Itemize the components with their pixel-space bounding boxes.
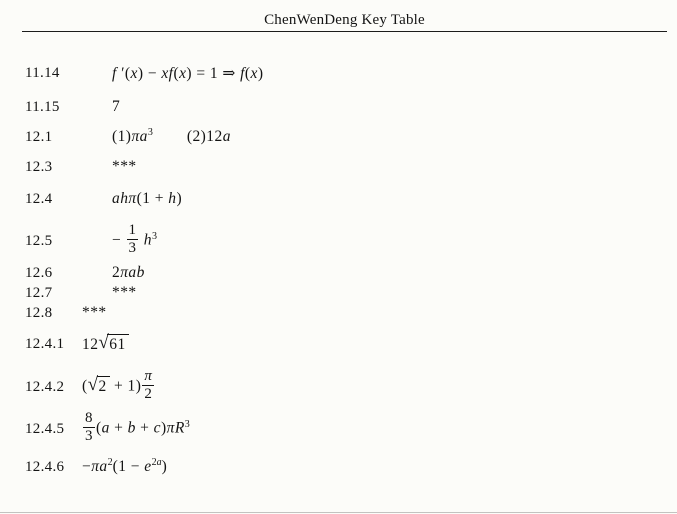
formula-text: ( bbox=[244, 65, 251, 82]
table-row bbox=[0, 370, 155, 404]
formula-text: 2 bbox=[98, 377, 107, 395]
item-number: 12.4.5 bbox=[25, 420, 65, 437]
formula-text: (1 − bbox=[112, 458, 145, 475]
radical-sign-icon: √ bbox=[87, 373, 99, 395]
formula-text: *** bbox=[82, 304, 107, 321]
formula-text: 2 bbox=[144, 385, 153, 402]
header-divider bbox=[22, 31, 667, 32]
formula-text: h bbox=[139, 231, 153, 249]
item-number: 12.4.6 bbox=[25, 458, 65, 475]
item-formula bbox=[82, 412, 190, 446]
table-row bbox=[0, 98, 120, 116]
item-number: 12.5 bbox=[25, 232, 53, 249]
formula-text: 3 bbox=[184, 418, 190, 430]
formula-text: πR bbox=[166, 419, 185, 437]
formula-text: *** bbox=[112, 284, 137, 301]
table-row bbox=[0, 64, 264, 83]
item-formula bbox=[112, 64, 264, 83]
table-row bbox=[0, 264, 145, 282]
formula-text: ahπ bbox=[112, 190, 137, 207]
superscript bbox=[152, 457, 162, 468]
formula-text: ) bbox=[176, 190, 183, 207]
formula-text: + bbox=[135, 419, 154, 437]
formula-text: f bbox=[240, 65, 245, 82]
item-formula bbox=[112, 284, 137, 302]
formula-text: 3 bbox=[128, 239, 137, 256]
formula-text: xf bbox=[161, 65, 174, 82]
page-title: ChenWenDeng Key Table bbox=[264, 12, 425, 28]
formula-text: + bbox=[109, 419, 128, 437]
superscript bbox=[108, 457, 113, 468]
table-row bbox=[0, 128, 231, 146]
formula-text: πab bbox=[120, 264, 145, 281]
formula-text: ) bbox=[161, 419, 167, 437]
table-row bbox=[0, 304, 107, 322]
formula-text: (1 + bbox=[136, 190, 169, 207]
formula-text: (1) bbox=[112, 128, 132, 145]
bottom-divider bbox=[0, 512, 677, 513]
item-number: 12.4 bbox=[25, 190, 53, 207]
formula-text: 2 bbox=[107, 457, 113, 468]
formula-text: x bbox=[250, 65, 258, 82]
formula-text: πa bbox=[91, 458, 108, 475]
formula-text: ′( bbox=[116, 65, 131, 82]
fraction bbox=[127, 222, 139, 256]
item-formula bbox=[112, 158, 137, 176]
formula-text: 3 bbox=[85, 427, 93, 444]
table-row bbox=[0, 284, 137, 302]
item-number: 12.4.2 bbox=[25, 378, 65, 395]
item-number: 12.6 bbox=[25, 264, 53, 281]
fraction bbox=[142, 368, 154, 402]
table-row bbox=[0, 334, 129, 354]
fraction-numerator bbox=[127, 222, 139, 239]
formula-text: a bbox=[156, 457, 162, 468]
item-formula bbox=[82, 370, 155, 404]
item-formula bbox=[112, 98, 120, 116]
formula-text: ) = 1 ⇒ bbox=[186, 65, 241, 82]
formula-text: − bbox=[112, 231, 126, 249]
superscript bbox=[148, 127, 153, 138]
item-formula bbox=[112, 190, 182, 208]
formula-text: a bbox=[222, 128, 231, 145]
item-formula bbox=[112, 224, 157, 258]
superscript bbox=[185, 419, 190, 430]
formula-text: e bbox=[144, 458, 152, 475]
fraction-denominator bbox=[142, 385, 154, 403]
item-number: 12.3 bbox=[25, 158, 53, 175]
formula-text: π bbox=[144, 368, 153, 384]
formula-text: ( bbox=[95, 419, 102, 437]
formula-text: 2 bbox=[112, 264, 121, 281]
item-formula bbox=[112, 128, 231, 146]
formula-text: 7 bbox=[112, 98, 121, 115]
formula-text: x bbox=[130, 65, 138, 82]
formula-text: 3 bbox=[147, 127, 153, 138]
item-number: 11.15 bbox=[25, 98, 60, 115]
fraction-denominator bbox=[127, 239, 139, 257]
fraction-numerator bbox=[83, 410, 95, 427]
formula-text: x bbox=[179, 65, 187, 82]
radical-sign-icon: √ bbox=[98, 332, 110, 353]
formula-text: ) − bbox=[137, 65, 162, 82]
item-number: 12.8 bbox=[25, 304, 53, 321]
radicand bbox=[107, 334, 128, 354]
item-formula bbox=[82, 334, 129, 354]
item-formula bbox=[112, 264, 145, 282]
superscript bbox=[152, 231, 157, 242]
fraction bbox=[83, 410, 95, 444]
item-number: 12.1 bbox=[25, 128, 53, 145]
formula-text: 2 bbox=[151, 457, 157, 468]
table-row bbox=[0, 224, 157, 258]
formula-text: ) bbox=[257, 65, 264, 82]
formula-text: 12 bbox=[82, 336, 99, 353]
item-number: 11.14 bbox=[25, 65, 60, 81]
fraction-denominator bbox=[83, 427, 95, 445]
table-row bbox=[0, 158, 137, 176]
formula-text: 8 bbox=[85, 410, 93, 426]
table-row bbox=[0, 412, 190, 446]
formula-text: a bbox=[101, 419, 110, 437]
fraction-numerator bbox=[142, 368, 154, 385]
formula-text: 1 bbox=[128, 222, 137, 238]
square-root bbox=[98, 334, 128, 354]
formula-text: c bbox=[153, 419, 162, 437]
item-formula bbox=[82, 304, 107, 322]
table-row bbox=[0, 190, 182, 208]
formula-text: ( bbox=[173, 65, 180, 82]
item-number: 12.7 bbox=[25, 284, 53, 301]
item-formula bbox=[82, 458, 167, 476]
formula-text: (2)12 bbox=[186, 128, 223, 145]
formula-text: *** bbox=[112, 158, 137, 175]
formula-text: 3 bbox=[152, 230, 158, 242]
formula-text: πa bbox=[131, 128, 148, 145]
formula-text: b bbox=[127, 419, 136, 437]
formula-text: h bbox=[168, 190, 177, 207]
table-row bbox=[0, 458, 167, 476]
item-number: 12.4.1 bbox=[25, 335, 65, 352]
formula-text: − bbox=[82, 458, 92, 475]
formula-text: + 1) bbox=[109, 377, 142, 395]
square-root bbox=[87, 373, 110, 396]
formula-text: 61 bbox=[109, 336, 126, 353]
formula-text: f bbox=[112, 65, 117, 82]
formula-text: ) bbox=[161, 458, 168, 475]
formula-text: ( bbox=[82, 377, 88, 395]
